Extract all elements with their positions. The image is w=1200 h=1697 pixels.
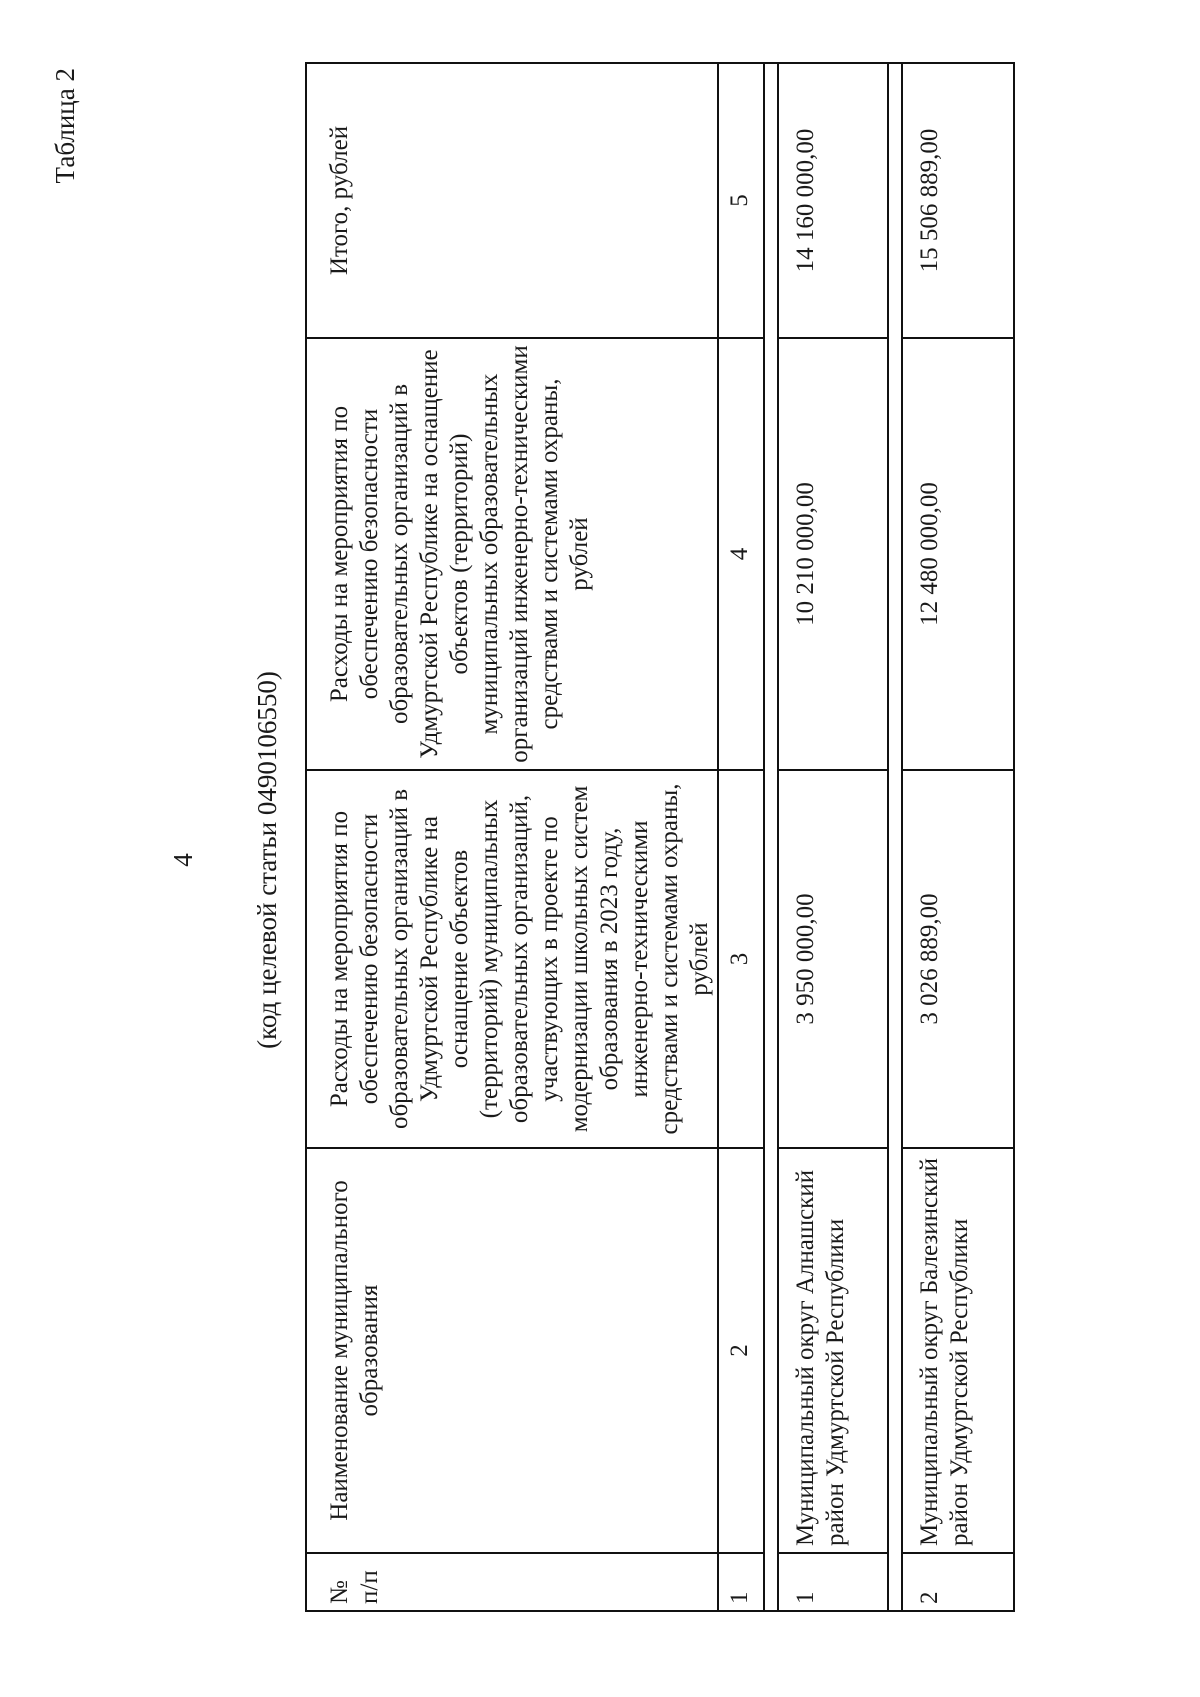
value-col3: 3 950 000,00 <box>779 769 887 1147</box>
row-number: 2 <box>903 1552 1013 1610</box>
header-total: Итого, рублей <box>326 125 353 276</box>
header-col4: Расходы на мероприятия по обеспечению безопасности образовательных организаций в Удмуртской Республике на оснащение объектов (территорий) муниципальных образовательных организаций инженерно-техническими средствами и системами охраны, рублей <box>307 337 717 769</box>
value-col4: 12 480 000,00 <box>903 337 1013 769</box>
header-name: Наименование муниципального образования <box>307 1147 717 1552</box>
column-number: 2 <box>719 1147 763 1552</box>
column-number: 3 <box>719 769 763 1147</box>
page-number: 4 <box>168 853 198 867</box>
row-separator <box>889 64 903 1610</box>
header-col3: Расходы на мероприятия по обеспечению безопасности образовательных организаций в Удмуртской Республике на оснащение объектов (территорий) муниципальных образовательных организаций, участвующих в проекте по модернизации школьных систем образования в 2023 году, инженерно-техническими средствами и системами охраны, рублей <box>307 769 717 1147</box>
table-header-row <box>307 64 719 1610</box>
row-separator <box>765 64 779 1610</box>
column-number: 4 <box>719 337 763 769</box>
row-number: 1 <box>779 1552 887 1610</box>
column-number-row <box>719 64 765 1610</box>
header-number: № п/п <box>307 1552 717 1610</box>
column-number: 5 <box>726 194 753 207</box>
subtitle: (код целевой статьи 0490106550) <box>252 671 282 1049</box>
rotated-page <box>40 60 1160 1660</box>
table-row <box>779 64 889 1610</box>
value-total: 15 506 889,00 <box>916 128 943 273</box>
data-table <box>305 62 1015 1612</box>
value-col3: 3 026 889,00 <box>903 769 1013 1147</box>
municipality-name: Муниципальный округ Балезинский район Удмуртской Республики <box>903 1147 1013 1552</box>
table-label: Таблица 2 <box>50 68 80 184</box>
municipality-name: Муниципальный округ Алнашский район Удмуртской Республики <box>779 1147 887 1552</box>
value-col4: 10 210 000,00 <box>779 337 887 769</box>
column-number: 1 <box>719 1552 763 1610</box>
value-total: 14 160 000,00 <box>792 128 819 273</box>
table-row <box>903 64 1013 1610</box>
